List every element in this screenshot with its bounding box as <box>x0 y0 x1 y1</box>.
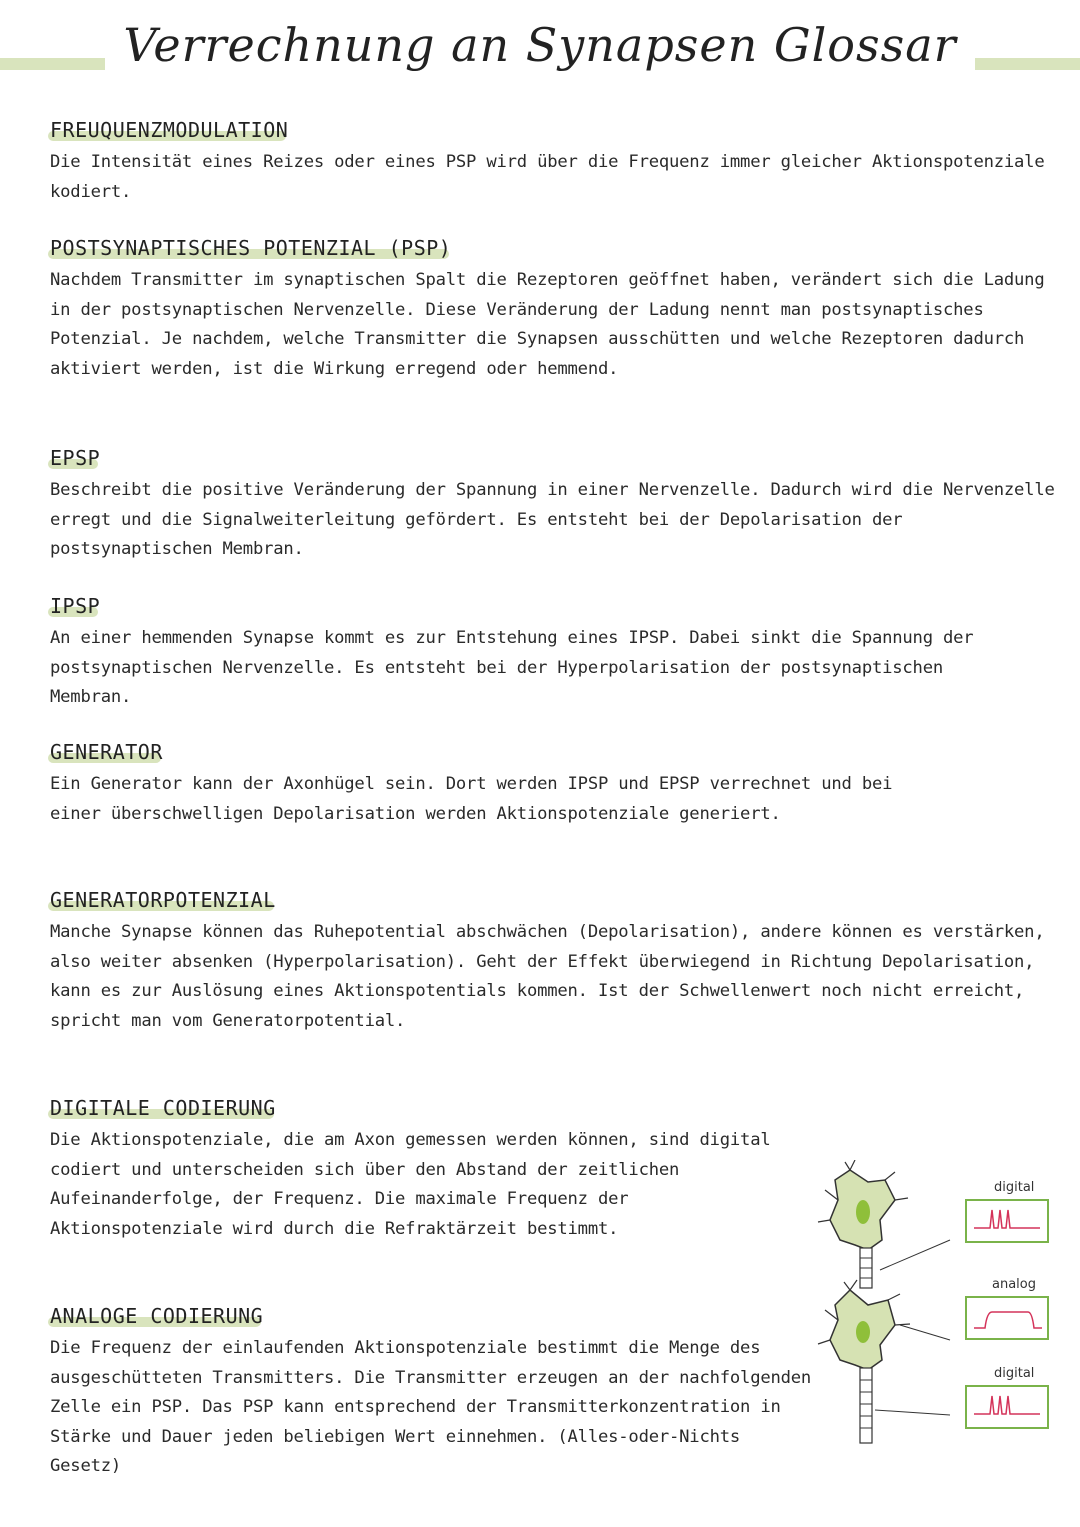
upper-neuron-icon <box>818 1160 908 1250</box>
analog-signal-box <box>966 1297 1048 1339</box>
entry-text: An einer hemmenden Synapse kommt es zur Entstehung eines IPSP. Dabei sinkt die Spannung der postsynaptischen Nervenzelle. Es entsteht bei der Hyperpolarisation der postsynaptischen Membran. <box>50 628 974 707</box>
digital-signal-box-top <box>966 1200 1048 1242</box>
glossary-entry-epsp <box>50 446 1065 565</box>
glossary-entry-ipsp <box>50 594 1010 713</box>
digital-signal-box-bottom <box>966 1386 1048 1428</box>
lower-neuron-icon <box>818 1280 910 1370</box>
entry-heading: IPSP <box>50 594 104 618</box>
neuron-coding-figure <box>810 1160 1060 1450</box>
entry-heading: POSTSYNAPTISCHES POTENZIAL (PSP) <box>50 236 455 260</box>
entry-text: Manche Synapse können das Ruhepotential abschwächen (Depolarisation), andere können es verstärken, also weiter absenken (Hyperpolarisation). Geht der Effekt überwiegend in Richtung Depolarisation, kann es zur Auslösung eines Aktionspotentials kommen. Ist der Schwellenwert noch nicht erreicht, spricht man vom Generatorpotential. <box>50 922 1045 1031</box>
entry-text: Die Frequenz der einlaufenden Aktionspotenziale bestimmt die Menge des ausgeschütteten Transmitters. Die Transmitter erzeugen an der nachfolgenden Zelle ein PSP. Das PSP kann entsprechend der Transmitterkonzentration in Stärke und Dauer jeden beliebigen Wert einnehmen. (Alles-oder-Nichts Gesetz) <box>50 1338 812 1476</box>
pointer-line <box>900 1325 950 1340</box>
pointer-line <box>875 1410 950 1415</box>
glossary-entry-generatorpotenzial <box>50 888 1050 1036</box>
entry-text: Ein Generator kann der Axonhügel sein. Dort werden IPSP und EPSP verrechnet und bei einer überschwelligen Depolarisation werden Aktionspotenziale generiert. <box>50 774 893 824</box>
signal-label: digital <box>994 1180 1035 1195</box>
page-title-text: Verrechnung an Synapsen Glossar <box>105 18 974 72</box>
entry-heading: DIGITALE CODIERUNG <box>50 1096 280 1120</box>
pointer-line <box>880 1240 950 1270</box>
neuron-illustration <box>810 1160 1060 1450</box>
entry-heading: FREUQUENZMODULATION <box>50 118 292 142</box>
axon-icon <box>860 1248 872 1288</box>
glossary-entry-frequenzmodulation <box>50 118 1070 207</box>
entry-text: Die Aktionspotenziale, die am Axon gemessen werden können, sind digital codiert und unterscheiden sich über den Abstand der zeitlichen Aufeinanderfolge, der Frequenz. Die maximale Frequenz der Aktionspotenziale wird durch die Refraktärzeit bestimmt. <box>50 1130 771 1239</box>
entry-text: Nachdem Transmitter im synaptischen Spalt die Rezeptoren geöffnet haben, verändert sich die Ladung in der postsynaptischen Nervenzelle. Diese Veränderung der Ladung nennt man postsynaptisches Potenzial. Je nachdem, welche Transmitter die Synapsen ausschütten und welche Rezeptoren dadurch aktiviert werden, ist die Wirkung erregend oder hemmend. <box>50 270 1045 379</box>
glossary-entry-analoge-codierung <box>50 1304 815 1482</box>
entry-heading: ANALOGE CODIERUNG <box>50 1304 267 1328</box>
entry-heading: GENERATOR <box>50 740 167 764</box>
page-title <box>0 18 1080 72</box>
entry-text: Beschreibt die positive Veränderung der Spannung in einer Nervenzelle. Dadurch wird die Nervenzelle erregt und die Signalweiterleitung gefördert. Es entsteht bei der Depolarisation der postsynaptischen Membran. <box>50 480 1055 559</box>
glossary-entry-digitale-codierung <box>50 1096 800 1244</box>
entry-heading: GENERATORPOTENZIAL <box>50 888 280 912</box>
glossary-entry-psp <box>50 236 1050 384</box>
lower-axon-icon <box>860 1368 872 1443</box>
signal-label: digital <box>994 1366 1035 1381</box>
signal-label: analog <box>992 1277 1036 1292</box>
entry-text: Die Intensität eines Reizes oder eines PSP wird über die Frequenz immer gleicher Aktionspotenziale kodiert. <box>50 152 1045 202</box>
glossary-entry-generator <box>50 740 950 829</box>
entry-heading: EPSP <box>50 446 104 470</box>
